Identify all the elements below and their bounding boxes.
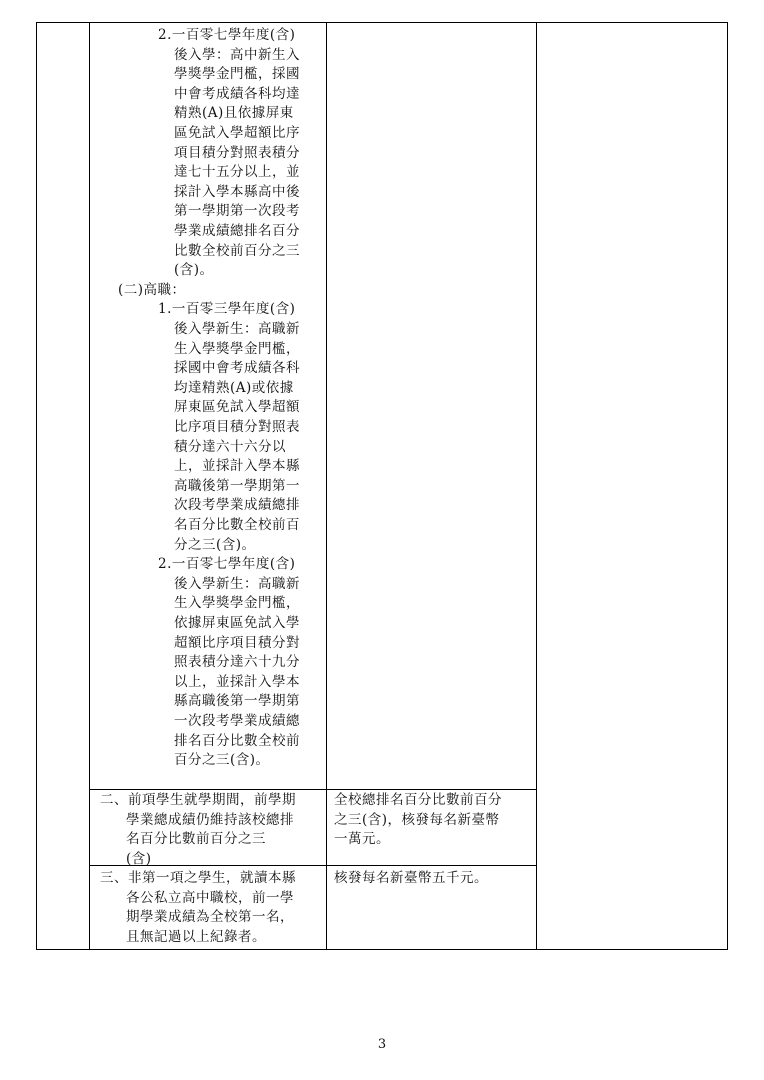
criteria-line: 中會考成績各科均達 [174, 85, 300, 102]
criteria-line: 後入學新生：高職新 [174, 321, 300, 337]
row-divider-1 [89, 789, 536, 790]
criteria-line: 一次段考學業成績總 [174, 713, 300, 729]
criteria-line: 項目積分對照表積分 [174, 144, 300, 161]
criteria-line: 採國中會考成績各科 [174, 360, 300, 377]
criteria-line: 生入學獎學金門檻， [174, 595, 300, 612]
item-three-line: 各公私立高中職校，前一學 [126, 889, 294, 906]
criteria-line: 精熟(A)且依據屏東 [174, 105, 294, 122]
criteria-line: 2.一百零七學年度(含) [158, 27, 296, 43]
criteria-line: 比數全校前百分之三 [174, 242, 300, 259]
item-two-line: 名百分比數前百分之三 [126, 831, 266, 848]
criteria-line: 依據屏東區免試入學 [174, 615, 300, 631]
criteria-line: 高職後第一學期第一 [174, 477, 300, 494]
criteria-line: 1.一百零三學年度(含) [158, 301, 296, 318]
criteria-line: 後入學新生：高職新 [174, 575, 300, 592]
criteria-line: 學業成績總排名百分 [174, 223, 300, 239]
item-two-award-line: 一萬元。 [334, 831, 390, 848]
row-divider-2 [89, 865, 536, 866]
item-two-line: 二、前項學生就學期間，前學期 [100, 792, 296, 808]
criteria-line: 分之三(含)。 [174, 536, 256, 553]
criteria-line: 上，並採計入學本縣 [174, 458, 300, 475]
criteria-line: 區免試入學超額比序 [174, 125, 300, 141]
column-divider-2 [326, 23, 327, 949]
criteria-line: 第一學期第一次段考 [174, 203, 300, 220]
item-two-line: 學業總成績仍維持該校總排 [126, 811, 294, 828]
item-three-line: 期學業成績為全校第一名， [126, 909, 294, 926]
criteria-line: (含)。 [174, 262, 214, 279]
criteria-line: 縣高職後第一學期第 [174, 693, 300, 710]
criteria-line: 後入學：高中新生入 [174, 46, 300, 63]
item-two-line: (含) [126, 850, 152, 867]
item-two-award-line: 全校總排名百分比數前百分 [334, 792, 502, 808]
item-three-line: 三、非第一項之學生，就讀本縣 [100, 870, 296, 886]
criteria-line: 採計入學本縣高中後 [174, 183, 300, 200]
criteria-line: 以上，並採計入學本 [174, 673, 300, 690]
criteria-line: 學獎學金門檻，採國 [174, 66, 300, 83]
column-divider-3 [536, 23, 537, 949]
item-three-award-line: 核發每名新臺幣五千元。 [334, 870, 488, 886]
criteria-line: (二)高職： [118, 281, 186, 298]
criteria-line: 百分之三(含)。 [174, 752, 270, 769]
criteria-line: 排名百分比數全校前 [174, 732, 300, 749]
criteria-line: 生入學獎學金門檻， [174, 340, 300, 357]
criteria-line: 名百分比數全校前百 [174, 517, 300, 533]
item-two-award-line: 之三(含)，核發每名新臺幣 [334, 811, 500, 828]
criteria-line: 均達精熟(A)或依據 [174, 379, 294, 396]
column-divider-1 [89, 23, 90, 949]
page-number: 3 [377, 1037, 387, 1052]
criteria-line: 屏東區免試入學超額 [174, 399, 300, 416]
criteria-line: 積分達六十六分以 [174, 438, 286, 455]
criteria-line: 照表積分達六十九分 [174, 654, 300, 671]
criteria-line: 超額比序項目積分對 [174, 634, 300, 651]
criteria-line: 2.一百零七學年度(含) [158, 556, 296, 573]
item-three-line: 且無記過以上紀錄者。 [126, 928, 266, 945]
criteria-line: 次段考學業成績總排 [174, 497, 300, 514]
criteria-line: 比序項目積分對照表 [174, 419, 300, 435]
criteria-line: 達七十五分以上，並 [174, 164, 300, 181]
